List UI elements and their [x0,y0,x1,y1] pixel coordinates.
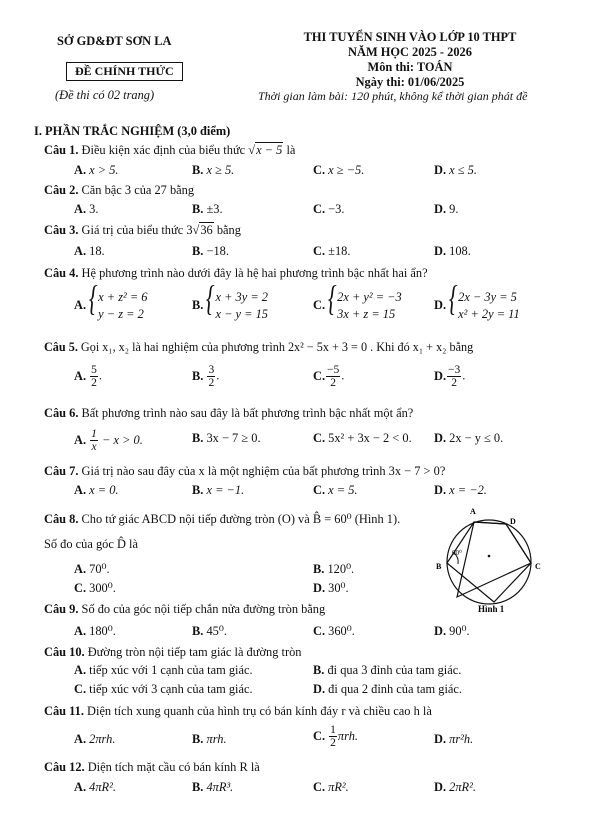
question-number: Câu 1. [44,143,79,157]
sqrt-expression: 3√36 [186,223,213,237]
option-7c[interactable]: C. x = 5. [313,483,358,497]
question-text: Điều kiện xác định của biểu thức [81,143,246,157]
angle-label: 60⁰ [452,549,462,557]
option-7d[interactable]: D. x = −2. [434,483,487,497]
option-1c[interactable]: C. x ≥ −5. [313,163,365,177]
question-number: Câu 10. [44,645,85,659]
exam-title: THI TUYỂN SINH VÀO LỚP 10 THPT [303,30,517,44]
option-1d[interactable]: D. x ≤ 5. [434,163,477,177]
option-12c[interactable]: C. πR². [313,780,349,794]
option-6d[interactable]: D. 2x − y ≤ 0. [434,431,504,445]
circle-o [447,520,531,604]
question-number: Câu 11. [44,704,84,718]
option-4c[interactable]: C. { 2x + y² = −3 3x + z = 15 [313,289,402,322]
question-text: Giá trị nào sau đây của x là một nghiệm của bất phương trình 3x − 7 > 0? [81,464,446,478]
option-5d[interactable]: D. $\frac{-3}{2}$ . [434,364,466,390]
option-3d[interactable]: D. 108. [434,244,471,258]
question-11 [44,704,432,719]
option-8a[interactable]: A. 70⁰. [74,562,110,576]
option-10b[interactable]: B. đi qua 3 đỉnh của tam giác. [313,663,462,677]
option-12d[interactable]: D. 2πR². [434,780,476,794]
label-a: A [470,507,476,516]
question-number: Câu 8. [44,512,79,526]
option-12a[interactable]: A. 4πR². [74,780,116,794]
question-number: Câu 9. [44,602,79,616]
option-11d[interactable]: D. πr²h. [434,732,474,746]
question-6 [44,406,413,421]
question-number: Câu 7. [44,464,79,478]
option-4b[interactable]: B. { x + 3y = 2 x − y = 15 [192,289,268,322]
center-point [488,555,491,558]
option-3b[interactable]: B. −18. [192,244,229,258]
question-number: Câu 12. [44,760,85,774]
question-8 [44,511,400,527]
option-7a[interactable]: A. x = 0. [74,483,119,497]
option-5c[interactable]: C. $\frac{-5}{2}$ . [313,364,345,390]
question-text: Đường tròn nội tiếp tam giác là đường tròn [87,645,302,659]
option-6a[interactable]: A. $\frac{1}{x}$ − x > 0. [74,428,143,454]
option-3c[interactable]: C. ±18. [313,244,351,258]
question-8-sub: Số đo của góc D̂ là [44,537,138,551]
exam-date: Ngày thi: 01/06/2025 [355,75,465,89]
question-2 [44,183,194,198]
option-9b[interactable]: B. 45⁰. [192,624,227,638]
question-number: Câu 6. [44,406,79,420]
option-11c[interactable]: C. $\frac{1}{2}$ πrh. [313,724,359,750]
question-number: Câu 4. [44,266,79,280]
option-9c[interactable]: C. 360⁰. [313,624,355,638]
pages-note: (Đề thi có 02 trang) [55,88,155,102]
question-text: Số đo của góc nội tiếp chắn nửa đường tròn bằng [81,602,326,616]
question-text: Giá trị của biểu thức [81,223,184,237]
label-d: D [510,517,516,526]
option-9a[interactable]: A. 180⁰. [74,624,116,638]
option-4a[interactable]: A. { x + z² = 6 y − z = 2 [74,289,148,322]
option-10d[interactable]: D. đi qua 2 đỉnh của tam giác. [313,682,463,696]
question-text: Hệ phương trình nào dưới đây là hệ hai phương trình bậc nhất hai ẩn? [81,266,428,280]
option-11a[interactable]: A. 2πrh. [74,732,116,746]
option-6b[interactable]: B. 3x − 7 ≥ 0. [192,431,261,445]
option-10a[interactable]: A. tiếp xúc với 1 cạnh của tam giác. [74,663,253,677]
dept-name: SỞ GD&ĐT SƠN LA [57,34,172,48]
option-5a[interactable]: A. $\frac{5}{2}$ . [74,364,103,390]
question-10 [44,645,301,660]
option-6c[interactable]: C. 5x² + 3x − 2 < 0. [313,431,412,445]
question-12 [44,760,260,775]
question-text: Căn bậc 3 của 27 bằng [81,183,195,197]
question-9 [44,602,325,617]
option-2d[interactable]: D. 9. [434,202,459,216]
question-number: Câu 5. [44,340,78,354]
option-4d[interactable]: D. { 2x − 3y = 5 x² + 2y = 11 [434,289,520,322]
option-7b[interactable]: B. x = −1. [192,483,245,497]
figure-caption: Hình 1 [478,604,505,614]
option-2c[interactable]: C. −3. [313,202,345,216]
official-badge: ĐỀ CHÍNH THỨC [66,62,183,81]
option-2b[interactable]: B. ±3. [192,202,223,216]
question-text: Gọi x₁, x₂ là hai nghiệm của phương trình 2x² − 5x + 3 = 0 . Khi đó x₁ + x₂ bằng [80,340,474,354]
figure-1 [434,500,564,615]
option-8b[interactable]: B. 120⁰. [313,562,355,576]
question-text: Bất phương trình nào sau đây là bất phương trình bậc nhất một ẩn? [81,406,414,420]
option-10c[interactable]: C. tiếp xúc với 3 cạnh của tam giác. [74,682,253,696]
school-year: NĂM HỌC 2025 - 2026 [348,45,472,59]
polygon-outline [447,522,531,602]
question-1 [44,143,295,158]
question-tail: là [286,143,296,157]
question-text: Diện tích mặt cầu có bán kính R là [87,760,260,774]
label-b: B [436,562,442,571]
section-title: I. PHẦN TRẮC NGHIỆM (3,0 điểm) [34,124,231,138]
option-9d[interactable]: D. 90⁰. [434,624,470,638]
question-7 [44,464,445,479]
option-1a[interactable]: A. x > 5. [74,163,119,177]
option-5b[interactable]: B. $\frac{3}{2}$ . [192,364,220,390]
option-1b[interactable]: B. x ≥ 5. [192,163,235,177]
option-11b[interactable]: B. πrh. [192,732,227,746]
question-number: Câu 2. [44,183,79,197]
duration: Thời gian làm bài: 120 phút, không kể thời gian phát đề [258,89,528,103]
question-5 [44,340,473,355]
option-8c[interactable]: C. 300⁰. [74,581,116,595]
option-2a[interactable]: A. 3. [74,202,99,216]
option-3a[interactable]: A. 18. [74,244,105,258]
sqrt-expression: √x − 5 [248,143,283,157]
question-text: Cho tứ giác ABCD nội tiếp đường tròn (O) và B̂ = 60⁰ (Hình 1). [81,512,401,526]
question-text: Diện tích xung quanh của hình trụ có bán kính đáy r và chiều cao h là [87,704,432,718]
question-4 [44,266,428,281]
question-number: Câu 3. [44,223,79,237]
question-3 [44,223,241,238]
option-12b[interactable]: B. 4πR³. [192,780,234,794]
option-8d[interactable]: D. 30⁰. [313,581,349,595]
subject: Môn thi: TOÁN [367,60,453,74]
question-tail: bằng [216,223,241,237]
label-c: C [535,562,541,571]
